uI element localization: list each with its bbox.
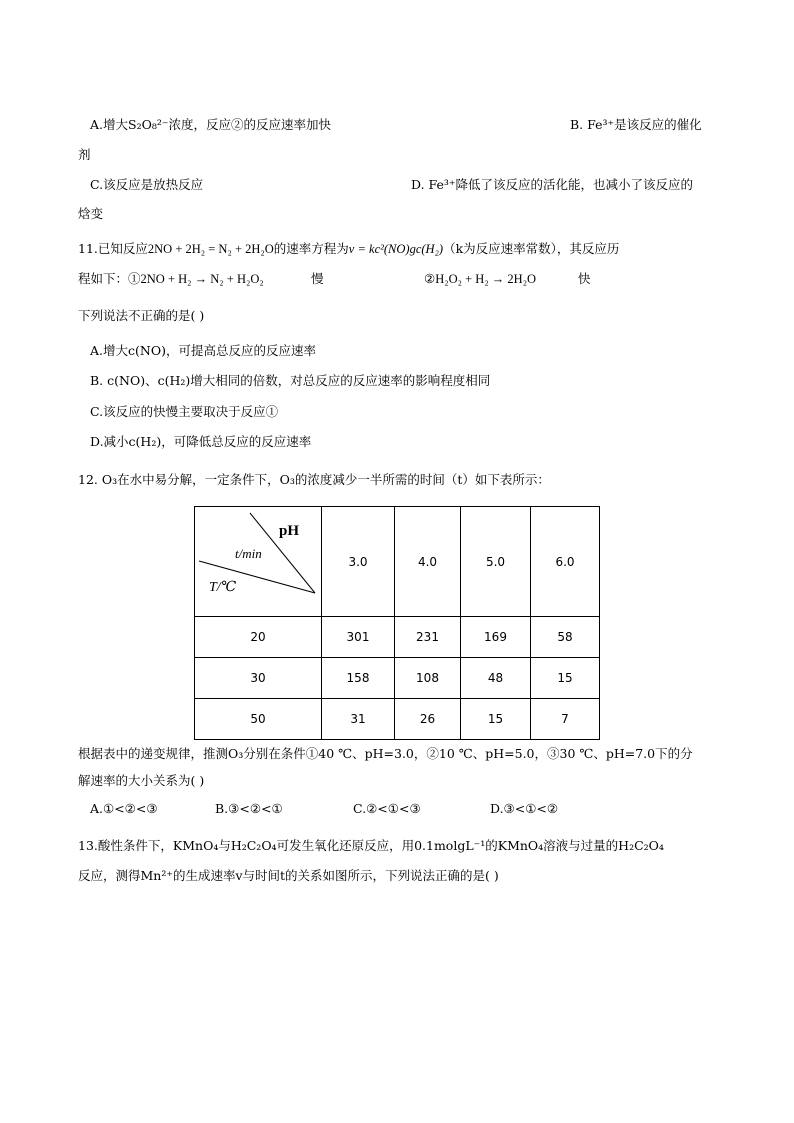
q11-step2: ②H₂O₂ + H₂ → 2H₂O [424, 271, 537, 286]
table-corner-cell [195, 507, 322, 617]
cell: 15 [461, 699, 531, 740]
q12-option-c: C.②<①<③ [353, 801, 421, 816]
q11-option-c: C.该反应的快慢主要取决于反应① [90, 404, 279, 419]
cell: 158 [322, 658, 395, 699]
cell: 48 [461, 658, 531, 699]
header-ph-2: 4.0 [395, 507, 461, 617]
row-temp: 50 [195, 699, 322, 740]
q12-followup-line2: 解速率的大小关系为( ) [78, 773, 205, 788]
q10-option-d-cont: 焓变 [78, 206, 104, 221]
q11-option-a: A.增大c(NO)，可提高总反应的反应速率 [90, 343, 316, 358]
q10-option-d: D. Fe³⁺降低了该反应的活化能，也减小了该反应的 [411, 177, 694, 192]
row-temp: 30 [195, 658, 322, 699]
q12-option-a: A.①<②<③ [90, 801, 158, 816]
header-ph-4: 6.0 [531, 507, 600, 617]
cell: 58 [531, 617, 600, 658]
q12-stem: 12. O₃在水中易分解，一定条件下，O₃的浓度减少一半所需的时间（t）如下表所示： [78, 472, 550, 487]
row-temp: 20 [195, 617, 322, 658]
cell: 231 [395, 617, 461, 658]
corner-ph-label: pH [279, 523, 300, 539]
q12-option-d: D.③<①<② [490, 801, 559, 816]
ozone-halflife-table [194, 506, 600, 740]
q11-stem-line2: 程如下：①2NO + H₂ → N₂ + H₂O₂ [78, 271, 264, 286]
q10-option-a: A.增大S₂O₈²⁻浓度，反应②的反应速率加快 [90, 117, 331, 132]
corner-temp-label: T/℃ [209, 580, 237, 595]
q12-option-b: B.③<②<① [215, 801, 283, 816]
q11-step1-speed: 慢 [311, 271, 324, 286]
q11-question: 下列说法不正确的是( ) [78, 308, 205, 323]
header-ph-1: 3.0 [322, 507, 395, 617]
cell: 7 [531, 699, 600, 740]
cell: 108 [395, 658, 461, 699]
table-row [195, 617, 600, 658]
q12-followup-line1: 根据表中的递变规律，推测O₃分别在条件①40 ℃、pH=3.0，②10 ℃、pH=5.0，③30 ℃、pH=7.0下的分 [78, 746, 693, 761]
cell: 15 [531, 658, 600, 699]
q10-option-b-cont: 剂 [78, 147, 91, 162]
q11-step2-speed: 快 [578, 271, 591, 286]
q13-stem-line2: 反应，测得Mn²⁺的生成速率v与时间t的关系如图所示，下列说法正确的是( ) [78, 868, 499, 883]
q11-option-d: D.减小c(H₂)，可降低总反应的反应速率 [90, 434, 312, 449]
q11-stem-line1: 11.已知反应2NO + 2H₂ = N₂ + 2H₂O的速率方程为v = kc²(NO)gc(H₂)（k为反应速率常数），其反应历 [78, 241, 620, 256]
q10-option-c: C.该反应是放热反应 [90, 177, 204, 192]
corner-time-label: t/min [235, 546, 262, 561]
header-ph-3: 5.0 [461, 507, 531, 617]
table-row [195, 699, 600, 740]
q11-option-b: B. c(NO)、c(H₂)增大相同的倍数，对总反应的反应速率的影响程度相同 [90, 373, 491, 388]
cell: 301 [322, 617, 395, 658]
q10-option-b: B. Fe³⁺是该反应的催化 [570, 117, 702, 132]
table-row [195, 658, 600, 699]
cell: 26 [395, 699, 461, 740]
cell: 169 [461, 617, 531, 658]
cell: 31 [322, 699, 395, 740]
q13-stem-line1: 13.酸性条件下，KMnO₄与H₂C₂O₄可发生氧化还原反应，用0.1molgL⁻¹的KMnO₄溶液与过量的H₂C₂O₄ [78, 838, 664, 853]
